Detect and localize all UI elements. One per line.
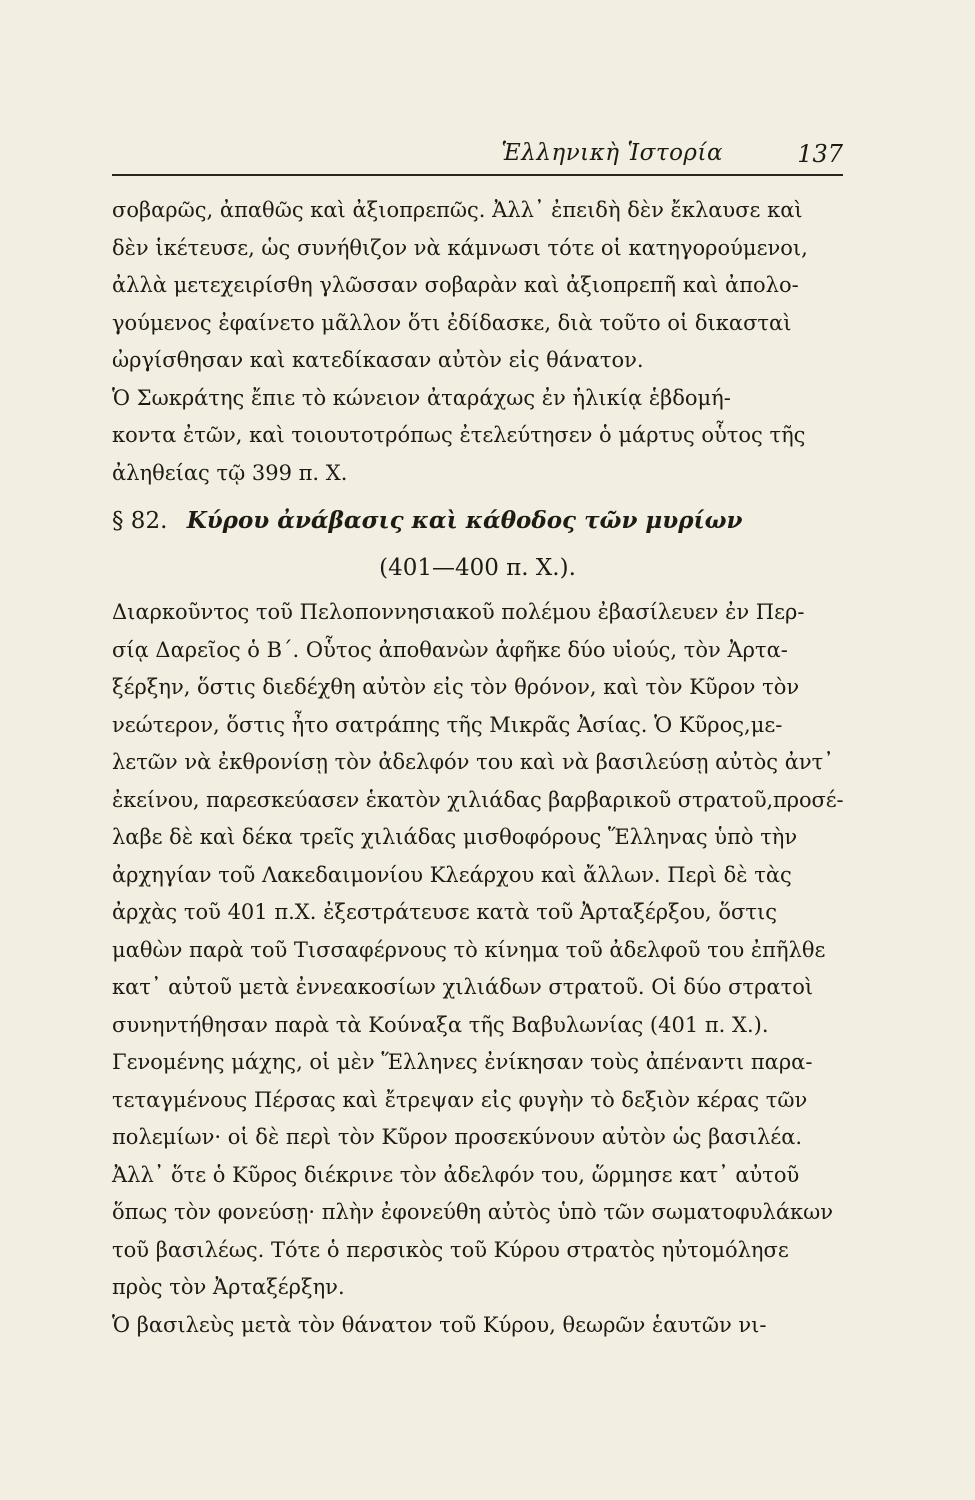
text-line: ὅπως τὸν φονεύσῃ· πλὴν ἐφονεύθη αὐτὸς ὑπὸ τῶν σωματοφυλάκων (112, 1200, 834, 1224)
text-line: γούμενος ἐφαίνετο μᾶλλον ὅτι ἐδίδασκε, διὰ τοῦτο οἱ δικασταὶ (112, 310, 792, 335)
text-line: κατ᾽ αὐτοῦ μετὰ ἐννεακοσίων χιλιάδων στρατοῦ. Οἱ δύο στρατοὶ (112, 975, 814, 999)
text-line: νεώτερον, ὅστις ἦτο σατράπης τῆς Μικρᾶς Ἀσίας. Ὁ Κῦρος,με- (112, 712, 783, 737)
text-line: Ἀλλ᾽ ὅτε ὁ Κῦρος διέκρινε τὸν ἀδελφόν του, ὥρμησε κατ᾽ αὐτοῦ (112, 1162, 800, 1187)
page-header (112, 140, 843, 176)
text-line: Διαρκοῦντος τοῦ Πελοποννησιακοῦ πολέμου ἐβασίλευεν ἐν Περ- (112, 600, 805, 624)
text-line: ἀληθείας τῷ 399 π. Χ. (112, 460, 348, 485)
text-line: λετῶν νὰ ἐκθρονίσῃ τὸν ἀδελφόν του καὶ νὰ βασιλεύσῃ αὐτὸς ἀντ᾽ (112, 750, 834, 774)
text-line: Ὁ βασιλεὺς μετὰ τὸν θάνατον τοῦ Κύρου, θεωρῶν ἑαυτῶν νι- (112, 1312, 767, 1337)
text-line: ξέρξην, ὅστις διεδέχθη αὐτὸν εἰς τὸν θρόνον, καὶ τὸν Κῦρον τὸν (112, 675, 800, 699)
text-line: Ὁ Σωκράτης ἔπιε τὸ κώνειον ἀταράχως ἐν ἡλικίᾳ ἑβδομή- (112, 385, 731, 410)
page-number: 137 (797, 140, 843, 168)
text-line: κοντα ἐτῶν, καὶ τοιουτοτρόπως ἐτελεύτησεν ὁ μάρτυς οὗτος τῆς (112, 423, 806, 447)
text-line: πολεμίων· οἱ δὲ περὶ τὸν Κῦρον προσεκύνουν αὐτὸν ὡς βασιλέα. (112, 1125, 803, 1149)
text-line: ἀρχὰς τοῦ 401 π.Χ. ἐξεστράτευσε κατὰ τοῦ Ἀρταξέρξου, ὅστις (112, 900, 777, 924)
text-line: ἐκείνου, παρεσκεύασεν ἑκατὸν χιλιάδας βαρβαρικοῦ στρατοῦ,προσέ- (112, 787, 844, 812)
paragraph-anabasis (112, 594, 843, 1307)
section-number: § 82. (112, 508, 168, 534)
text-line: δὲν ἱκέτευσε, ὡς συνήθιζον νὰ κάμνωσι τότε οἱ κατηγορούμενοι, (112, 235, 808, 260)
text-line: λαβε δὲ καὶ δέκα τρεῖς χιλιάδας μισθοφόρους Ἕλληνας ὑπὸ τὴν (112, 825, 798, 849)
paragraph-socrates-trial (112, 192, 843, 380)
section-heading (112, 496, 843, 546)
text-line: πρὸς τὸν Ἀρταξέρξην. (112, 1275, 345, 1299)
text-line: σοβαρῶς, ἀπαθῶς καὶ ἀξιοπρεπῶς. Ἀλλ᾽ ἐπειδὴ δὲν ἔκλαυσε καὶ (112, 198, 803, 222)
text-line: ὠργίσθησαν καὶ κατεδίκασαν αὐτὸν εἰς θάνατον. (112, 348, 644, 372)
body-text (112, 192, 843, 1344)
text-line: τοῦ βασιλέως. Τότε ὁ περσικὸς τοῦ Κύρου στρατὸς ηὐτομόλησε (112, 1237, 789, 1262)
paragraph-king-after-cyrus (112, 1307, 843, 1345)
text-line: συνηντήθησαν παρὰ τὰ Κούναξα τῆς Βαβυλωνίας (401 π. Χ.). (112, 1012, 769, 1037)
paragraph-socrates-death (112, 380, 843, 493)
section-dates: (401—400 π. Χ.). (379, 555, 576, 581)
text-line: ἀρχηγίαν τοῦ Λακεδαιμονίου Κλεάρχου καὶ ἄλλων. Περὶ δὲ τὰς (112, 862, 792, 887)
text-line: τεταγμένους Πέρσας καὶ ἔτρεψαν εἰς φυγὴν τὸ δεξιὸν κέρας τῶν (112, 1087, 808, 1112)
text-line: σίᾳ Δαρεῖος ὁ Β΄. Οὗτος ἀποθανὼν ἀφῆκε δύο υἱούς, τὸν Ἀρτα- (112, 637, 788, 662)
text-line: Γενομένης μάχης, οἱ μὲν Ἕλληνες ἐνίκησαν τοὺς ἀπέναντι παρα- (112, 1050, 813, 1074)
running-head: Ἑλληνικὴ Ἱστορία (501, 140, 723, 166)
text-line: μαθὼν παρὰ τοῦ Τισσαφέρνους τὸ κίνημα τοῦ ἀδελφοῦ του ἐπῆλθε (112, 937, 826, 962)
text-line: ἀλλὰ μετεχειρίσθη γλῶσσαν σοβαρὰν καὶ ἀξιοπρεπῆ καὶ ἀπολο- (112, 273, 799, 297)
section-title: Κύρου ἀνάβασις καὶ κάθοδος τῶν μυρίων (186, 507, 743, 534)
